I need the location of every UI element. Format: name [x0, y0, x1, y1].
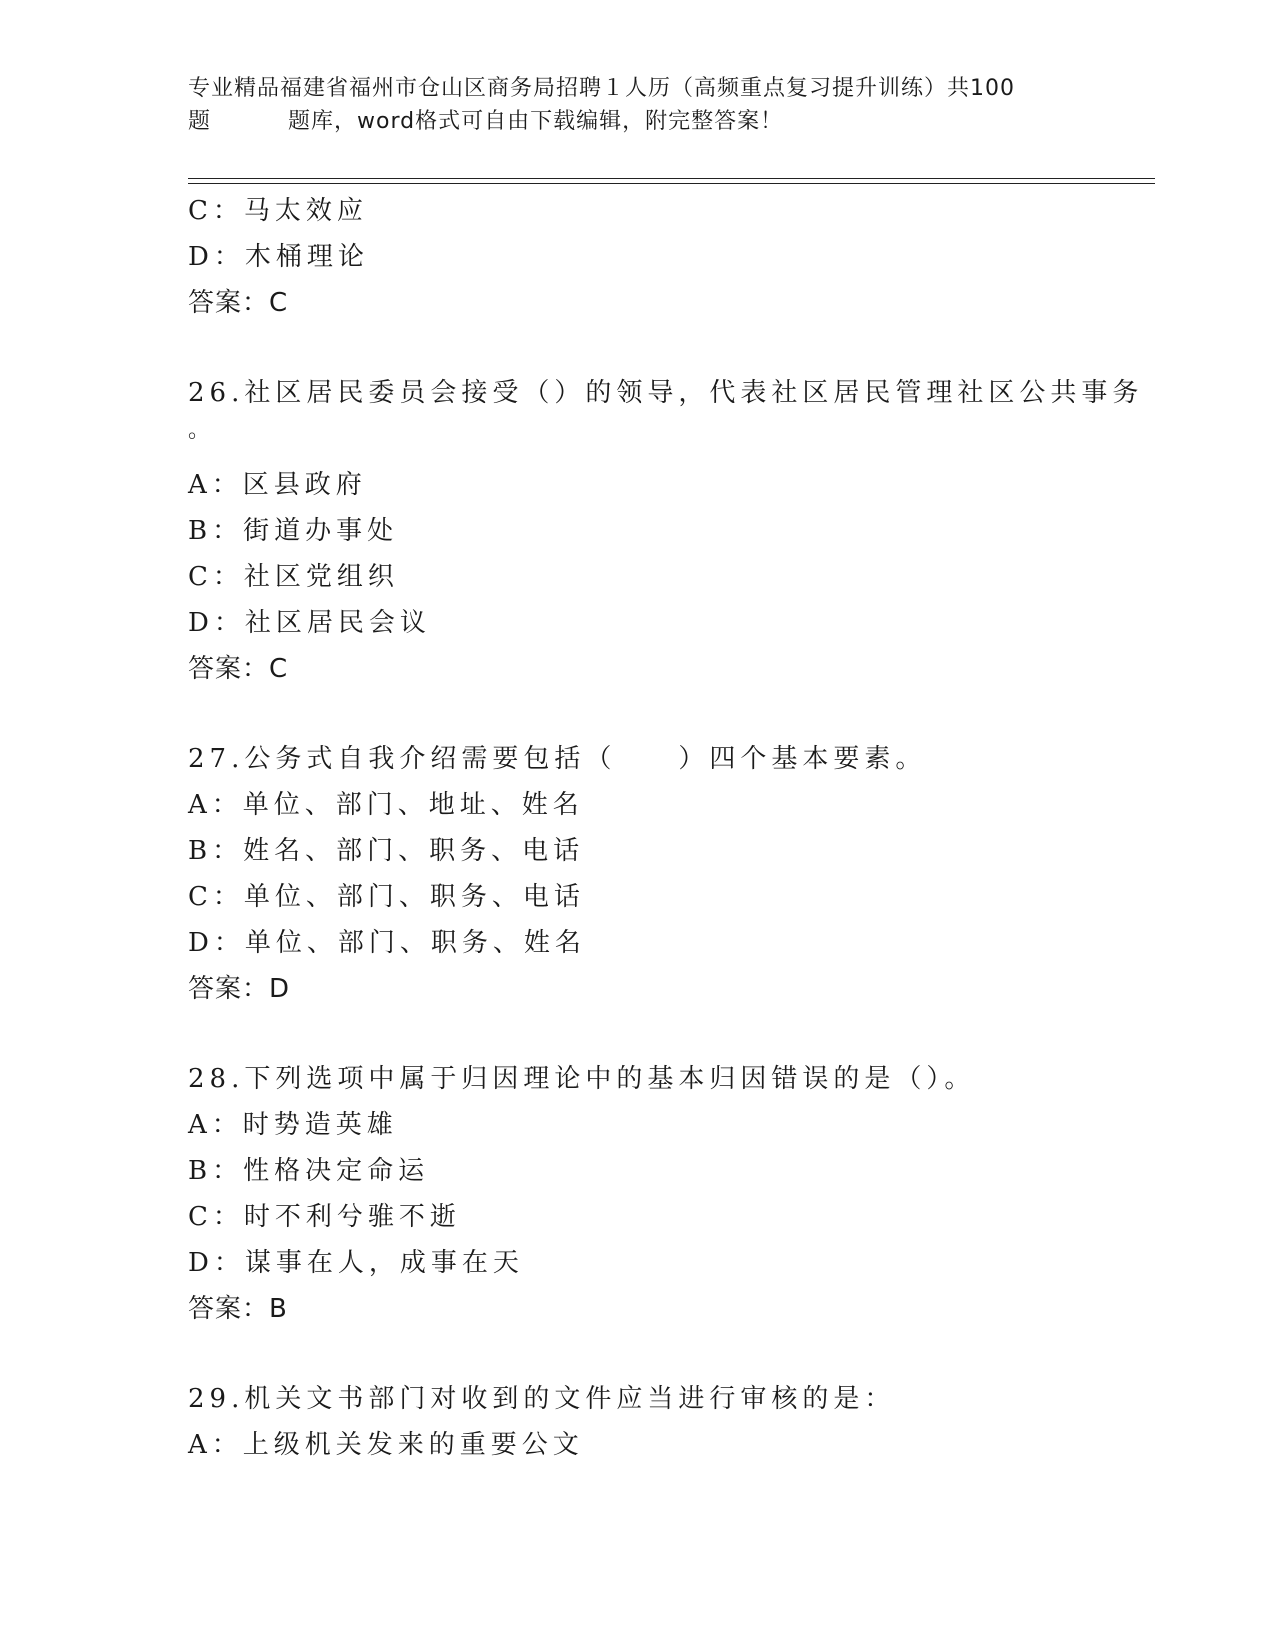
question-stem: 28.下列选项中属于归因理论中的基本归因错误的是（）。 [188, 1064, 976, 1094]
option-d: D：木桶理论 [188, 242, 369, 272]
answer-line: 答案：C [188, 654, 289, 684]
spacer [188, 1332, 1148, 1376]
option-c: C：社区党组织 [188, 562, 399, 592]
option-a: A：单位、部门、地址、姓名 [188, 790, 584, 820]
question-stem: 26.社区居民委员会接受（）的领导，代表社区居民管理社区公共事务 [188, 378, 1144, 408]
option-b: B：姓名、部门、职务、电话 [188, 836, 585, 866]
question-26 [188, 370, 1148, 692]
option-c: C：马太效应 [188, 196, 368, 226]
question-stem-tail: 。 [188, 418, 216, 443]
option-c: C：时不利兮骓不逝 [188, 1202, 461, 1232]
header-title-line2 [188, 105, 1088, 138]
question-29 [188, 1376, 1148, 1468]
question-25-tail [188, 188, 1148, 326]
option-d: D：社区居民会议 [188, 608, 431, 638]
option-b: B：街道办事处 [188, 516, 399, 546]
question-27 [188, 736, 1148, 1012]
question-stem: 27.公务式自我介绍需要包括（ ）四个基本要素。 [188, 744, 927, 774]
spacer [188, 326, 1148, 370]
spacer [188, 692, 1148, 736]
option-a: A：区县政府 [188, 470, 367, 500]
option-c: C：单位、部门、职务、电话 [188, 882, 585, 912]
header-line2-text: 题库，word格式可自由下载编辑，附完整答案！ [288, 109, 784, 134]
header-divider-top [188, 178, 1155, 179]
answer-line: 答案：C [188, 288, 289, 318]
header-divider-bottom [188, 183, 1155, 184]
answer-line: 答案：B [188, 1294, 288, 1324]
document-header [188, 72, 1088, 138]
question-stem: 29.机关文书部门对收到的文件应当进行审核的是： [188, 1384, 896, 1414]
header-line2-lead: 题 [188, 109, 212, 134]
question-28 [188, 1056, 1148, 1332]
option-d: D：单位、部门、职务、姓名 [188, 928, 586, 958]
option-a: A：上级机关发来的重要公文 [188, 1430, 584, 1460]
answer-line: 答案：D [188, 974, 291, 1004]
header-title-line1: 专业精品福建省福州市仓山区商务局招聘１人历（高频重点复习提升训练）共100 [188, 76, 1015, 101]
option-a: A：时势造英雄 [188, 1110, 398, 1140]
question-list [188, 188, 1148, 1468]
option-d: D：谋事在人，成事在天 [188, 1248, 524, 1278]
spacer [188, 1012, 1148, 1056]
option-b: B：性格决定命运 [188, 1156, 430, 1186]
